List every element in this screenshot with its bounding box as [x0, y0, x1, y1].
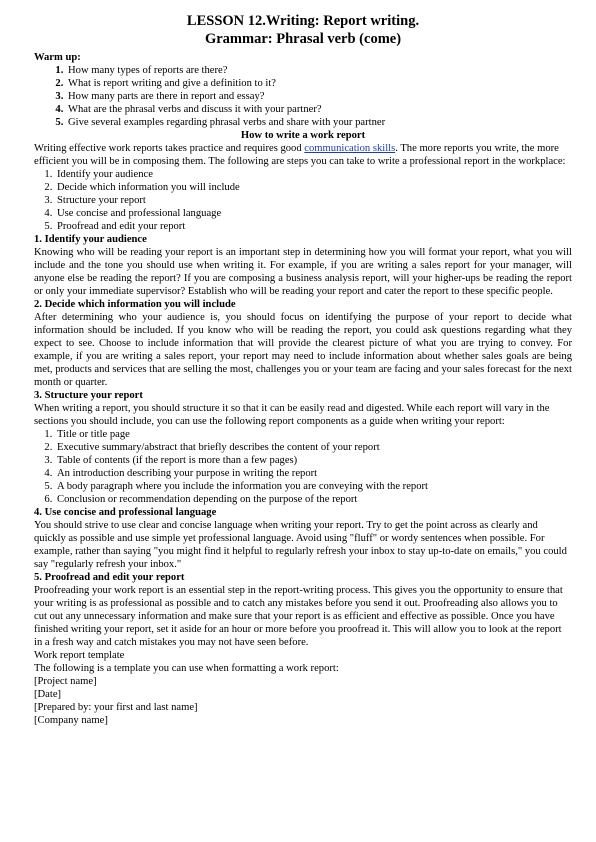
warmup-list [34, 64, 572, 129]
warmup-heading: Warm up: [34, 52, 81, 63]
list-item: 3. Table of contents (if the report is more than a few pages) [55, 454, 572, 467]
template-intro: The following is a template you can use when formatting a work report: [34, 663, 339, 674]
howto-heading: How to write a work report [240, 130, 366, 141]
list-item: 1. Title or title page [55, 428, 572, 441]
intro-text: Writing effective work reports takes practice and requires good [34, 143, 305, 154]
template-heading: Work report template [34, 650, 125, 661]
section-5-heading: 5. Proofread and edit your report [34, 572, 185, 583]
components-list [34, 428, 572, 506]
document-page [34, 12, 572, 727]
section-5-text: Proofreading your work report is an essential step in the report-writing process. This gives you the opportunity to ensure that your writing is as professional as possible and to catch any mistakes before you send it out. Proofreading also allows you to cut out any unnecessary information and make sure that your report is as efficient and effective as possible. Once you have finished writing your report, set it aside for an hour or more before you proofread it. This will allow you to look at the report in a fresh way and catch mistakes you may not have seen before. [34, 585, 563, 648]
list-item: 2. Executive summary/abstract that briefly describes the content of your report [55, 441, 572, 454]
list-item: 1. Identify your audience [55, 168, 572, 181]
intro-text-cont: . The more reports you write, the more efficient you will be in composing them. The following are steps you can take to write a professional report in the workplace: [34, 143, 566, 167]
section-4-text: You should strive to use clear and concise language when writing your report. Try to get the point across as clearly and quickly as possible and use simple yet professional language. Avoid using "fluff" or wordy sentences when possible. For example, rather than saying "you might find it helpful to regularly refresh your inbox to stay up-to-date on emails," you could say "regularly refresh your inbox." [34, 520, 567, 570]
section-3-heading: 3. Structure your report [34, 390, 143, 401]
section-3-text: When writing a report, you should structure it so that it can be easily read and digested. While each report will vary in the sections you should include, you can use the following report components as a guide when writing your report: [34, 403, 550, 427]
section-2-text: After determining who your audience is, you should focus on identifying the purpose of your report to decide what information should be included. If you know who will be reading the report, you could ask questions regarding what they expect to see. Choose to include information that will provide the clearest picture of what you are trying to convey. For example, if you are writing a sales report, your report may need to include information about whether sales goals are being met, products and services that are selling the most, challenges you or your team are facing and your sales forecast for the next month or quarter. [34, 312, 572, 388]
list-item: 6. Conclusion or recommendation depending on the purpose of the report [55, 493, 572, 506]
list-item: 2. Decide which information you will include [55, 181, 572, 194]
list-item: 1. How many types of reports are there? [66, 64, 572, 77]
list-item: 3. Structure your report [55, 194, 572, 207]
template-line-project: [Project name] [34, 676, 97, 687]
template-line-prepared: [Prepared by: your first and last name] [34, 702, 198, 713]
lesson-title: LESSON 12.Writing: Report writing. [186, 13, 420, 29]
template-line-company: [Company name] [34, 715, 108, 726]
section-1-heading: 1. Identify your audience [34, 234, 147, 245]
steps-list [34, 168, 572, 233]
list-item: 4. An introduction describing your purpose in writing the report [55, 467, 572, 480]
list-item: 2. What is report writing and give a definition to it? [66, 77, 572, 90]
list-item: 4. Use concise and professional language [55, 207, 572, 220]
list-item: 5. A body paragraph where you include the information you are conveying with the report [55, 480, 572, 493]
section-1-text: Knowing who will be reading your report is an important step in determining how you will format your report, what you will include and the tone you should use when writing it. For example, if you are writing a sales report for your manager, will anyone else be reading the report? If you are composing a business analysis report, will your higher-ups be reading the report or only your immediate supervisor? Establish who will be reading your report and cater the report to these specific people. [34, 247, 572, 297]
list-item: 4. What are the phrasal verbs and discuss it with your partner? [66, 103, 572, 116]
howto-intro [34, 142, 572, 168]
lesson-subtitle: Grammar: Phrasal verb (come) [204, 31, 402, 47]
section-2-heading: 2. Decide which information you will include [34, 299, 236, 310]
list-item: 3. How many parts are there in report and essay? [66, 90, 572, 103]
list-item: 5. Proofread and edit your report [55, 220, 572, 233]
template-line-date: [Date] [34, 689, 62, 700]
list-item: 5. Give several examples regarding phrasal verbs and share with your partner [66, 116, 572, 129]
communication-skills-link[interactable]: communication skills [304, 143, 396, 154]
section-4-heading: 4. Use concise and professional language [34, 507, 217, 518]
